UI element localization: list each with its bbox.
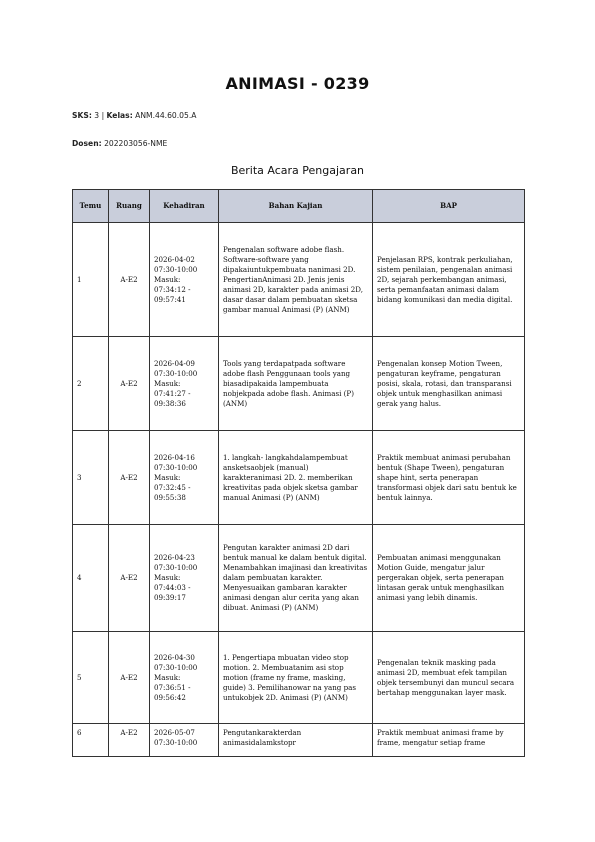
kehadiran-range: 07:36:51 - 09:56:42: [154, 682, 191, 702]
kehadiran-masuk: Masuk:: [154, 274, 181, 284]
cell-ruang: A-E2: [109, 525, 150, 632]
lecturer-meta: [72, 139, 167, 148]
sks-value: 3: [94, 111, 100, 120]
dosen-label: Dosen:: [72, 139, 102, 148]
table-row: [73, 525, 525, 632]
cell-temu: 4: [73, 525, 109, 632]
cell-bahan-kajian: 1. Pengertiapa mbuatan video stop motion. 2. Membuatanim asi stop motion (frame ny frame, masking, guide) 3. Pemilihanowar na yang pas untukobjek 2D. Animasi (P) (ANM): [219, 632, 373, 724]
cell-kehadiran: [150, 724, 219, 757]
kehadiran-time: 07:30-10:00: [154, 662, 198, 672]
cell-bap: Praktik membuat animasi frame by frame, mengatur setiap frame: [373, 724, 525, 757]
kelas-value: ANM.44.60.05.A: [135, 111, 197, 120]
meta-separator: |: [101, 111, 105, 120]
kehadiran-time: 07:30-10:00: [154, 738, 198, 747]
header-temu: Temu: [73, 190, 109, 223]
kehadiran-masuk: Masuk:: [154, 472, 181, 482]
kehadiran-date: 2026-04-30: [154, 652, 195, 662]
cell-bahan-kajian: Pengenalan software adobe flash. Software-software yang dipakaiuntukpembuata nanimasi 2D. PengertianAnimasi 2D. Jenis jenis animasi 2D, karakter pada animasi 2D, dasar dasar dalam pembuatan sketsa gambar manual Animasi (P) (ANM): [219, 223, 373, 337]
cell-ruang: A-E2: [109, 724, 150, 757]
cell-bahan-kajian: Pengutan karakter animasi 2D dari bentuk manual ke dalam bentuk digital. Menambahkan imajinasi dan kreativitas dalam pembuatan karakter. Menyesuaikan gambaran karakter animasi dengan alur cerita yang akan dibuat. Animasi (P) (ANM): [219, 525, 373, 632]
table-row: [73, 431, 525, 525]
cell-ruang: A-E2: [109, 431, 150, 525]
cell-ruang: A-E2: [109, 223, 150, 337]
cell-temu: 5: [73, 632, 109, 724]
kehadiran-time: 07:30-10:00: [154, 563, 198, 572]
table-row: [73, 632, 525, 724]
kehadiran-time: 07:30-10:00: [154, 264, 198, 274]
page-title: ANIMASI - 0239: [225, 74, 370, 93]
cell-kehadiran: [150, 223, 219, 337]
cell-bap: Pembuatan animasi menggunakan Motion Guide, mengatur jalur pergerakan objek, serta penerapan lintasan gerak untuk menghasilkan animasi yang lebih dinamis.: [373, 525, 525, 632]
cell-temu: 2: [73, 337, 109, 431]
cell-kehadiran: [150, 337, 219, 431]
section-title: Berita Acara Pengajaran: [230, 164, 365, 177]
cell-kehadiran: [150, 525, 219, 632]
dosen-value: 202203056-NME: [104, 139, 168, 148]
kehadiran-date: 2026-04-02: [154, 254, 195, 264]
cell-bahan-kajian: Pengutankarakterdan animasidalamkstopr: [219, 724, 373, 757]
kehadiran-date: 2026-05-07: [154, 728, 195, 737]
cell-temu: 1: [73, 223, 109, 337]
cell-kehadiran: [150, 632, 219, 724]
course-meta: [72, 111, 196, 120]
kehadiran-time: 07:30-10:00: [154, 462, 198, 472]
cell-bahan-kajian: 1. langkah- langkahdalampembuat ansketsaobjek (manual) karakteranimasi 2D. 2. memberikan kreativitas pada objek sketsa gambar manual Animasi (P) (ANM): [219, 431, 373, 525]
cell-temu: 6: [73, 724, 109, 757]
cell-ruang: A-E2: [109, 632, 150, 724]
kehadiran-date: 2026-04-09: [154, 358, 195, 368]
header-ruang: Ruang: [109, 190, 150, 223]
header-kehadiran: Kehadiran: [150, 190, 219, 223]
table-row: [73, 223, 525, 337]
table-header-row: [73, 190, 525, 223]
teaching-log-table: [72, 189, 525, 757]
kehadiran-range: 07:44:03 - 09:39:17: [154, 583, 191, 602]
cell-bahan-kajian: Tools yang terdapatpada software adobe flash Penggunaan tools yang biasadipakaida lampembuata nobjekpada adobe flash. Animasi (P) (ANM): [219, 337, 373, 431]
cell-kehadiran: [150, 431, 219, 525]
kehadiran-range: 07:41:27 - 09:38:36: [154, 388, 191, 408]
table-row: [73, 724, 525, 757]
cell-bap: Pengenalan konsep Motion Tween, pengaturan keyframe, pengaturan posisi, skala, rotasi, dan transparansi objek untuk menghasilkan animasi gerak yang halus.: [373, 337, 525, 431]
kehadiran-date: 2026-04-16: [154, 452, 195, 462]
kehadiran-range: 07:32:45 - 09:55:38: [154, 482, 191, 502]
kehadiran-masuk: Masuk:: [154, 672, 181, 682]
cell-temu: 3: [73, 431, 109, 525]
kehadiran-masuk: Masuk:: [154, 378, 181, 388]
header-bap: BAP: [373, 190, 525, 223]
kehadiran-range: 07:34:12 - 09:57:41: [154, 284, 191, 304]
cell-ruang: A-E2: [109, 337, 150, 431]
table-row: [73, 337, 525, 431]
sks-label: SKS:: [72, 111, 92, 120]
kelas-label: Kelas:: [106, 111, 133, 120]
cell-bap: Penjelasan RPS, kontrak perkuliahan, sistem penilaian, pengenalan animasi 2D, sejarah perkembangan animasi, serta pemanfaatan animasi dalam bidang komunikasi dan media digital.: [373, 223, 525, 337]
cell-bap: Praktik membuat animasi perubahan bentuk (Shape Tween), pengaturan shape hint, serta penerapan transformasi objek dari satu bentuk ke bentuk lainnya.: [373, 431, 525, 525]
kehadiran-time: 07:30-10:00: [154, 368, 198, 378]
kehadiran-date: 2026-04-23: [154, 553, 195, 562]
header-bahan-kajian: Bahan Kajian: [219, 190, 373, 223]
cell-bap: Pengenalan teknik masking pada animasi 2D, membuat efek tampilan objek tersembunyi dan muncul secara bertahap menggunakan layer mask.: [373, 632, 525, 724]
kehadiran-masuk: Masuk:: [154, 573, 181, 582]
